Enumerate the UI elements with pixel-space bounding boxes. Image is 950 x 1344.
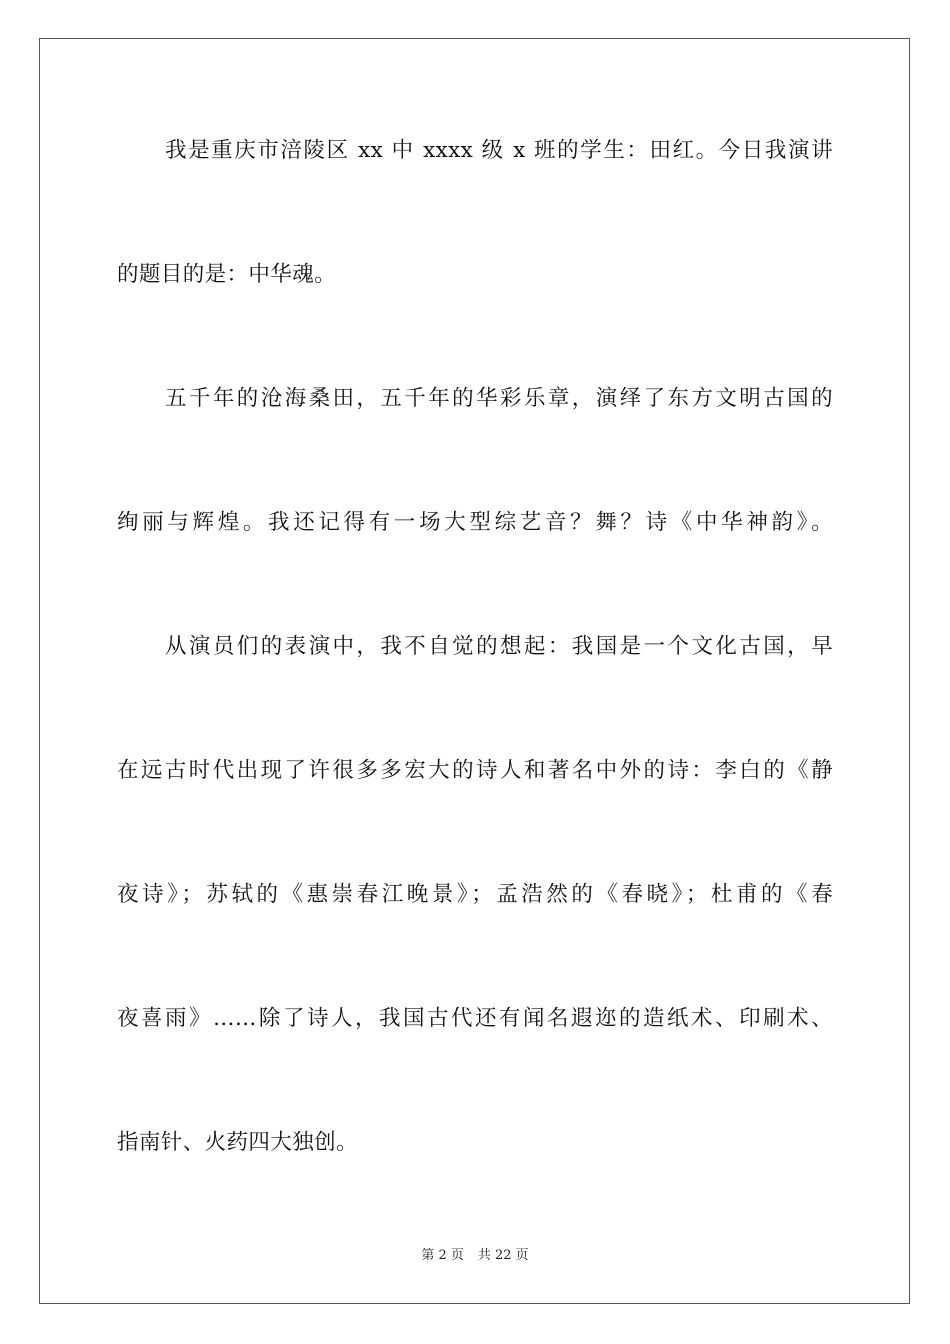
paragraph-3-line-5: 指南针、火药四大独创。	[117, 1130, 358, 1155]
paragraph-3-line-3: 夜诗》；苏轼的《惠崇春江晚景》；孟浩然的《春晓》；杜甫的《春	[117, 882, 833, 907]
paragraph-2-line-2: 绚丽与辉煌。我还记得有一场大型综艺音？舞？诗《中华神韵》。	[117, 510, 833, 535]
paragraph-2-line-1: 五千年的沧海桑田，五千年的华彩乐章，演绎了东方文明古国的	[165, 386, 833, 411]
page-total: 共 22 页	[477, 1248, 529, 1263]
paragraph-1-line-2: 的题目的是：中华魂。	[117, 262, 337, 287]
page-footer	[0, 1247, 950, 1265]
paragraph-1-line-1: 我是重庆市涪陵区 xx 中 xxxx 级 x 班的学生：田红。今日我演讲	[165, 138, 833, 163]
page-number: 第 2 页	[421, 1248, 464, 1263]
paragraph-3-line-1: 从演员们的表演中，我不自觉的想起：我国是一个文化古国，早	[165, 634, 833, 659]
page-border	[39, 38, 910, 1304]
paragraph-3-line-4: 夜喜雨》……除了诗人，我国古代还有闻名遐迩的造纸术、印刷术、	[117, 1006, 833, 1031]
paragraph-3-line-2: 在远古时代出现了许很多多宏大的诗人和著名中外的诗：李白的《静	[117, 758, 833, 783]
